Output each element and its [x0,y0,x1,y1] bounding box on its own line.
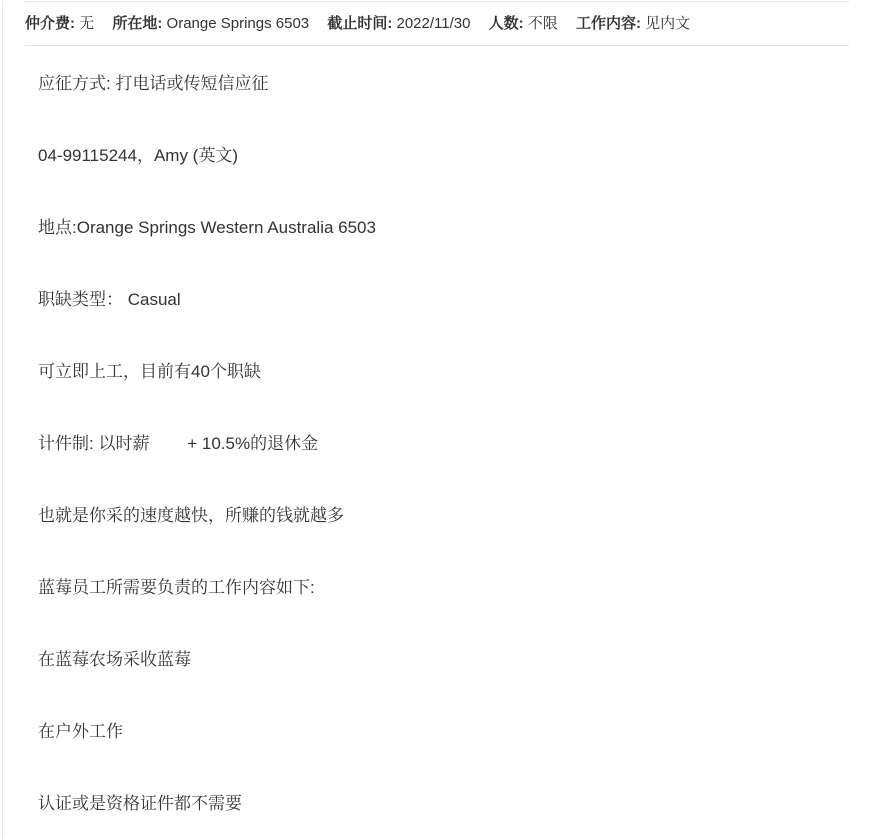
meta-label: 工作内容: [575,15,641,32]
description-paragraph-apply-method: 应征方式: 打电话或传短信应征 [38,74,269,93]
meta-item-headcount [489,14,558,34]
meta-item-job-content [576,14,690,34]
meta-value: 2022/11/30 [396,15,471,32]
description-paragraph-duty-picking: 在蓝莓农场采收蓝莓 [38,650,191,669]
description-paragraph-duties-heading: 蓝莓员工所需要负责的工作内容如下: [38,578,315,597]
description-paragraph-duty-outdoor: 在户外工作 [38,722,123,741]
meta-item-agency-fee [25,14,94,34]
meta-value: 见内文 [645,15,691,32]
meta-label: 人数: [488,15,524,32]
description-paragraph-pay-scheme: 计件制: 以时薪 + 10.5%的退休金 [38,434,319,453]
description-paragraph-no-certification: 认证或是资格证件都不需要 [38,794,242,813]
meta-label: 仲介费: [25,15,75,32]
job-post-panel [2,1,871,839]
meta-item-deadline [327,14,470,34]
description-paragraph-address: 地点:Orange Springs Western Australia 6503 [38,218,376,237]
meta-value: 不限 [527,15,558,32]
job-meta-bar [25,1,849,46]
description-paragraph-pay-note: 也就是你采的速度越快，所赚的钱就越多 [38,506,344,525]
meta-label: 所在地: [112,15,163,32]
meta-value: 无 [79,15,95,32]
meta-value: Orange Springs 6503 [166,15,310,32]
job-description [3,46,871,839]
meta-label: 截止时间: [327,15,393,32]
description-paragraph-openings: 可立即上工，目前有40个职缺 [38,362,261,381]
description-paragraph-phone-contact: 04-99115244，Amy (英文) [38,146,238,165]
meta-item-location [112,14,309,34]
description-paragraph-job-type: 职缺类型： Casual [38,290,181,309]
